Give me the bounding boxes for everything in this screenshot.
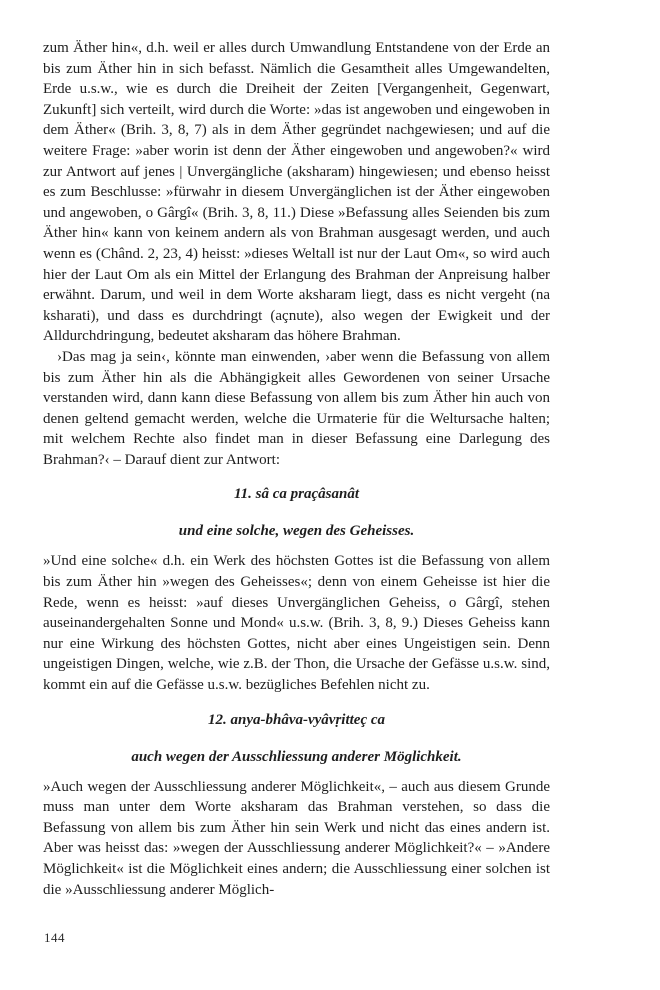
paragraph-2: ›Das mag ja sein‹, könnte man einwenden, ›aber wenn die Befassung von allem bis zum Äther hin als die Abhängigkeit alles Gewordenen von seiner Ursache verstanden wird, dann kann diese Befassung von allem bis zum Äther hin auch von denen geltend gemacht werden, welche die Urmaterie für die Weltursache halten; mit welchem Rechte also findet man in dieser Befassung eine Darlegung des Brahman?‹ – Darauf dient zur Antwort: bbox=[43, 348, 550, 468]
sutra-11-heading: 11. sâ ca praçâsanât bbox=[233, 486, 359, 503]
sutra-11-translation: und eine solche, wegen des Geheisses. bbox=[178, 523, 415, 540]
paragraph-4: »Auch wegen der Ausschliessung anderer Möglichkeit«, – auch aus diesem Grunde muss man unter dem Worte aksharam das Brahman verstehen, so dass die Befassung von allem bis zum Äther hin sein Werk und nicht das eines andern ist. Aber was heisst das: »wegen der Ausschliessung anderer Möglichkeit?« – »Andere Möglichkeit« ist die Möglichkeit eines andern; die Ausschliessung einer solchen ist die »Ausschliessung anderer Möglich- bbox=[43, 778, 550, 898]
paragraph-3: »Und eine solche« d.h. ein Werk des höchsten Gottes ist die Befassung von allem bis zum Äther hin »wegen des Geheisses«; denn von einem Geheisse ist hier die Rede, wenn es heisst: »auf dieses Unvergänglichen Geheiss, o Gârgî, stehen auseinandergehalten Sonne und Mond« u.s.w. (Brih. 3, 8, 9.) Dieses Geheiss kann nur eine Wirkung des höchsten Gottes, nicht aber eines Ungeistigen sein. Denn ungeistigen Dingen, welche, wie z.B. der Thon, die Ursache der Gefässe u.s.w. sind, kommt ein auf die Gefässe u.s.w. bezügliches Befehlen nicht zu. bbox=[43, 553, 550, 694]
sutra-12-translation: auch wegen der Ausschliessung anderer Möglichkeit. bbox=[131, 748, 462, 765]
paragraph-1: zum Äther hin«, d.h. weil er alles durch Umwandlung Entstandene von der Erde an bis zum Äther hin in sich befasst. Nämlich die Gesamtheit alles Umgewandelten, Erde u.s.w., wie es durch die Dreiheit der Zeiten [Vergangenheit, Gegenwart, Zukunft] sich verteilt, wird durch die Worte: »das ist angewoben und eingewoben in dem Äther« (Brih. 3, 8, 7) als in dem Äther gegründet nachgewiesen; und auf die weitere Frage: »aber worin ist denn der Äther eingewoben und angewoben?« wird zur Antwort auf jenes | Unvergängliche (aksharam) hingewiesen; und ebenso heisst es zum Beschlusse: »fürwahr in diesem Unvergänglichen ist der Äther eingewoben und angewoben, o Gârgî« (Brih. 3, 8, 11.) Diese »Befassung alles Seienden bis zum Äther hin« kann von keinem andern als von Brahman ausgesagt werden, und auch wenn es (Chând. 2, 23, 4) heisst: »dieses Weltall ist nur der Laut Om«, so wird auch hier der Laut Om als ein Mittel der Erlangung des Brahman der Anpreisung halber erwähnt. Darum, und weil in dem Worte aksharam liegt, dass es nicht vergeht (na ksharati), und dass es durchdringt (açnute), also wegen der Ewigkeit und der Alldurchdringung, bedeutet aksharam das höhere Brahman. bbox=[43, 40, 550, 345]
page-text bbox=[43, 38, 550, 900]
sutra-12-heading: 12. anya-bhâva-vyâvṛitteç ca bbox=[207, 711, 386, 728]
page-number: 144 bbox=[44, 930, 65, 945]
